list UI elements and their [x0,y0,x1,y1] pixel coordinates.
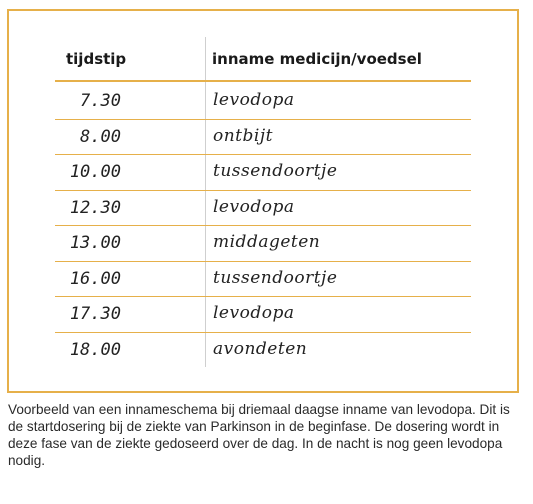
row-time: 13.00 [69,233,121,253]
header-time: tijdstip [66,50,127,68]
row-item: avondeten [213,338,308,359]
row-item: levodopa [213,90,295,110]
row-time: 16.00 [69,268,121,289]
row-item: levodopa [213,303,295,323]
table-row [55,262,471,298]
table-row [55,120,471,156]
table-row [55,226,471,262]
figure-caption: Voorbeeld van een innameschema bij driemaal daagse inname van levodopa. Dit is de startdosering bij de ziekte van Parkinson in de beginfase. De dosering wordt in deze fase van de ziekte gedoseerd over de dag. In de nacht is nog geen levodopa nodig. [8,402,510,468]
table-header [55,36,471,82]
table-row [55,333,471,369]
row-item: tussendoortje [213,161,338,181]
row-item: ontbijt [213,125,273,146]
row-item: tussendoortje [213,267,338,288]
row-time: 7.30 [80,91,121,111]
schedule-table [55,84,471,368]
row-time: 17.30 [69,304,121,324]
table-row [55,84,471,120]
row-time: 18.00 [69,339,121,360]
row-time: 8.00 [80,126,121,147]
row-item: levodopa [213,196,295,217]
table-row [55,155,471,191]
header-item: inname medicijn/voedsel [212,50,422,68]
row-item: middageten [213,232,321,252]
table-row [55,191,471,227]
row-time: 12.30 [69,197,121,218]
row-time: 10.00 [69,162,121,182]
table-row [55,297,471,333]
